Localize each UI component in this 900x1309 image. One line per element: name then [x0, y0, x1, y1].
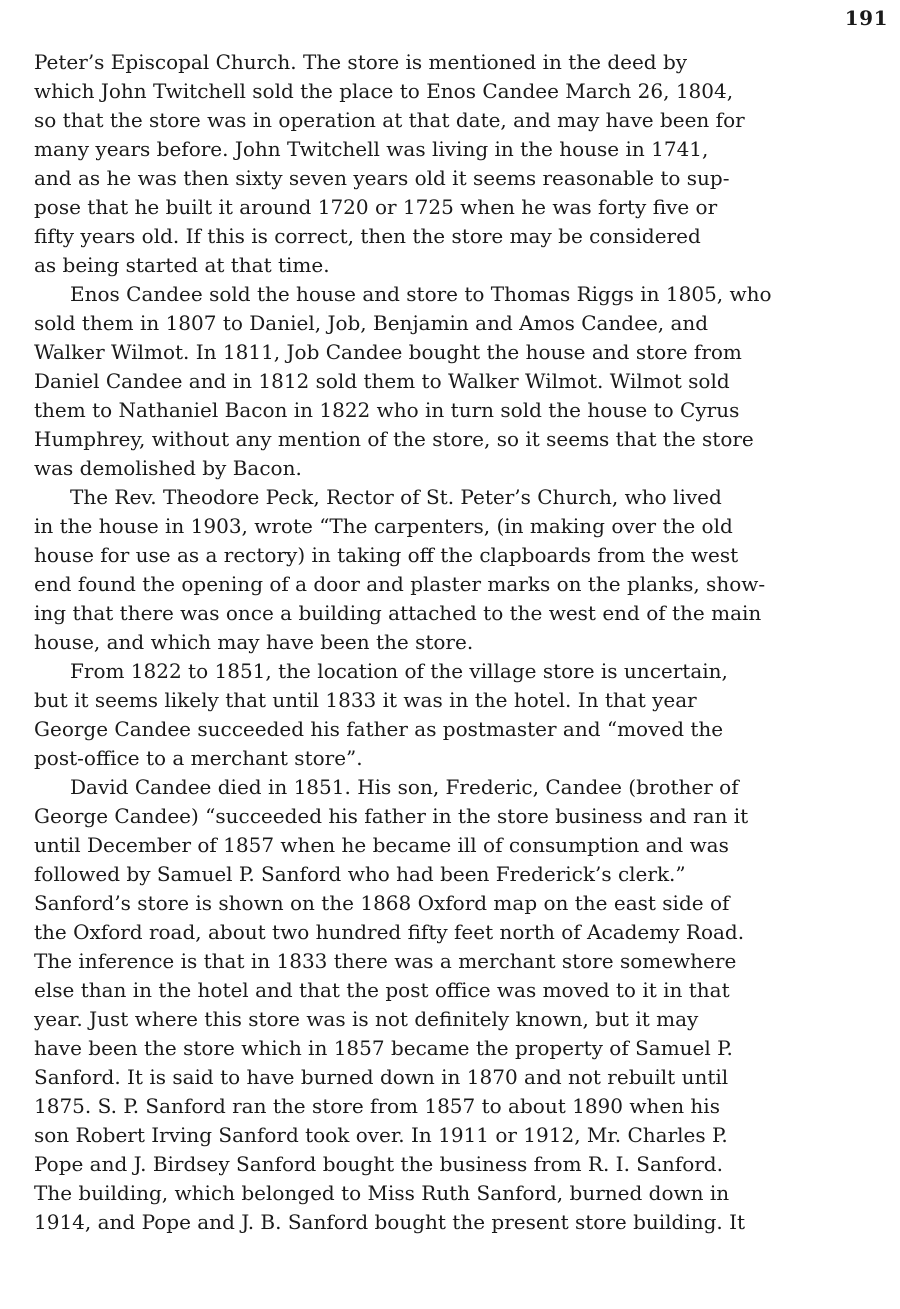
text-line: many years before. John Twitchell was living in the house in 1741,	[34, 137, 709, 161]
text-line: year. Just where this store was is not definitely known, but it may	[34, 1007, 699, 1031]
body-text	[34, 48, 890, 1237]
text-line: 1875. S. P. Sanford ran the store from 1857 to about 1890 when his	[34, 1094, 720, 1118]
text-line: Peter’s Episcopal Church. The store is mentioned in the deed by	[34, 50, 688, 74]
text-line: fifty years old. If this is correct, then the store may be considered	[34, 224, 701, 248]
text-line: Sanford’s store is shown on the 1868 Oxford map on the east side of	[34, 891, 730, 915]
text-line: them to Nathaniel Bacon in 1822 who in turn sold the house to Cyrus	[34, 398, 740, 422]
text-line: Pope and J. Birdsey Sanford bought the business from R. I. Sanford.	[34, 1152, 723, 1176]
text-line: 1914, and Pope and J. B. Sanford bought the present store building. It	[34, 1210, 746, 1234]
text-line: until December of 1857 when he became ill of consumption and was	[34, 833, 729, 857]
text-line: David Candee died in 1851. His son, Frederic, Candee (brother of	[70, 775, 739, 799]
text-line: Daniel Candee and in 1812 sold them to Walker Wilmot. Wilmot sold	[34, 369, 730, 393]
page-number: 191	[844, 6, 888, 30]
text-line: Walker Wilmot. In 1811, Job Candee bought the house and store from	[34, 340, 742, 364]
text-line: end found the opening of a door and plaster marks on the planks, show-	[34, 572, 766, 596]
text-line: was demolished by Bacon.	[34, 456, 302, 480]
text-line: in the house in 1903, wrote “The carpenters, (in making over the old	[34, 514, 733, 538]
text-line: and as he was then sixty seven years old it seems reasonable to sup-	[34, 166, 730, 190]
text-line: which John Twitchell sold the place to Enos Candee March 26, 1804,	[34, 79, 734, 103]
text-line: The Rev. Theodore Peck, Rector of St. Peter’s Church, who lived	[70, 485, 722, 509]
text-line: but it seems likely that until 1833 it was in the hotel. In that year	[34, 688, 697, 712]
text-line: so that the store was in operation at that date, and may have been for	[34, 108, 745, 132]
text-line: house for use as a rectory) in taking off the clapboards from the west	[34, 543, 739, 567]
text-line: George Candee) “succeeded his father in the store business and ran it	[34, 804, 749, 828]
text-line: sold them in 1807 to Daniel, Job, Benjamin and Amos Candee, and	[34, 311, 709, 335]
text-line: post-office to a merchant store”.	[34, 746, 363, 770]
text-line: The building, which belonged to Miss Ruth Sanford, burned down in	[34, 1181, 730, 1205]
text-line: Enos Candee sold the house and store to Thomas Riggs in 1805, who	[70, 282, 772, 306]
text-line: ing that there was once a building attached to the west end of the main	[34, 601, 762, 625]
text-line: followed by Samuel P. Sanford who had been Frederick’s clerk.”	[34, 862, 686, 886]
text-line: Humphrey, without any mention of the store, so it seems that the store	[34, 427, 754, 451]
text-line: Sanford. It is said to have burned down in 1870 and not rebuilt until	[34, 1065, 729, 1089]
text-line: son Robert Irving Sanford took over. In 1911 or 1912, Mr. Charles P.	[34, 1123, 728, 1147]
text-line: The inference is that in 1833 there was a merchant store somewhere	[34, 949, 737, 973]
text-line: house, and which may have been the store.	[34, 630, 474, 654]
text-line: From 1822 to 1851, the location of the village store is uncertain,	[70, 659, 728, 683]
text-line: else than in the hotel and that the post office was moved to it in that	[34, 978, 730, 1002]
text-line: pose that he built it around 1720 or 1725 when he was forty five or	[34, 195, 718, 219]
text-line: as being started at that time.	[34, 253, 330, 277]
text-line: have been the store which in 1857 became the property of Samuel P.	[34, 1036, 733, 1060]
text-line: the Oxford road, about two hundred fifty feet north of Academy Road.	[34, 920, 745, 944]
text-line: George Candee succeeded his father as postmaster and “moved the	[34, 717, 724, 741]
